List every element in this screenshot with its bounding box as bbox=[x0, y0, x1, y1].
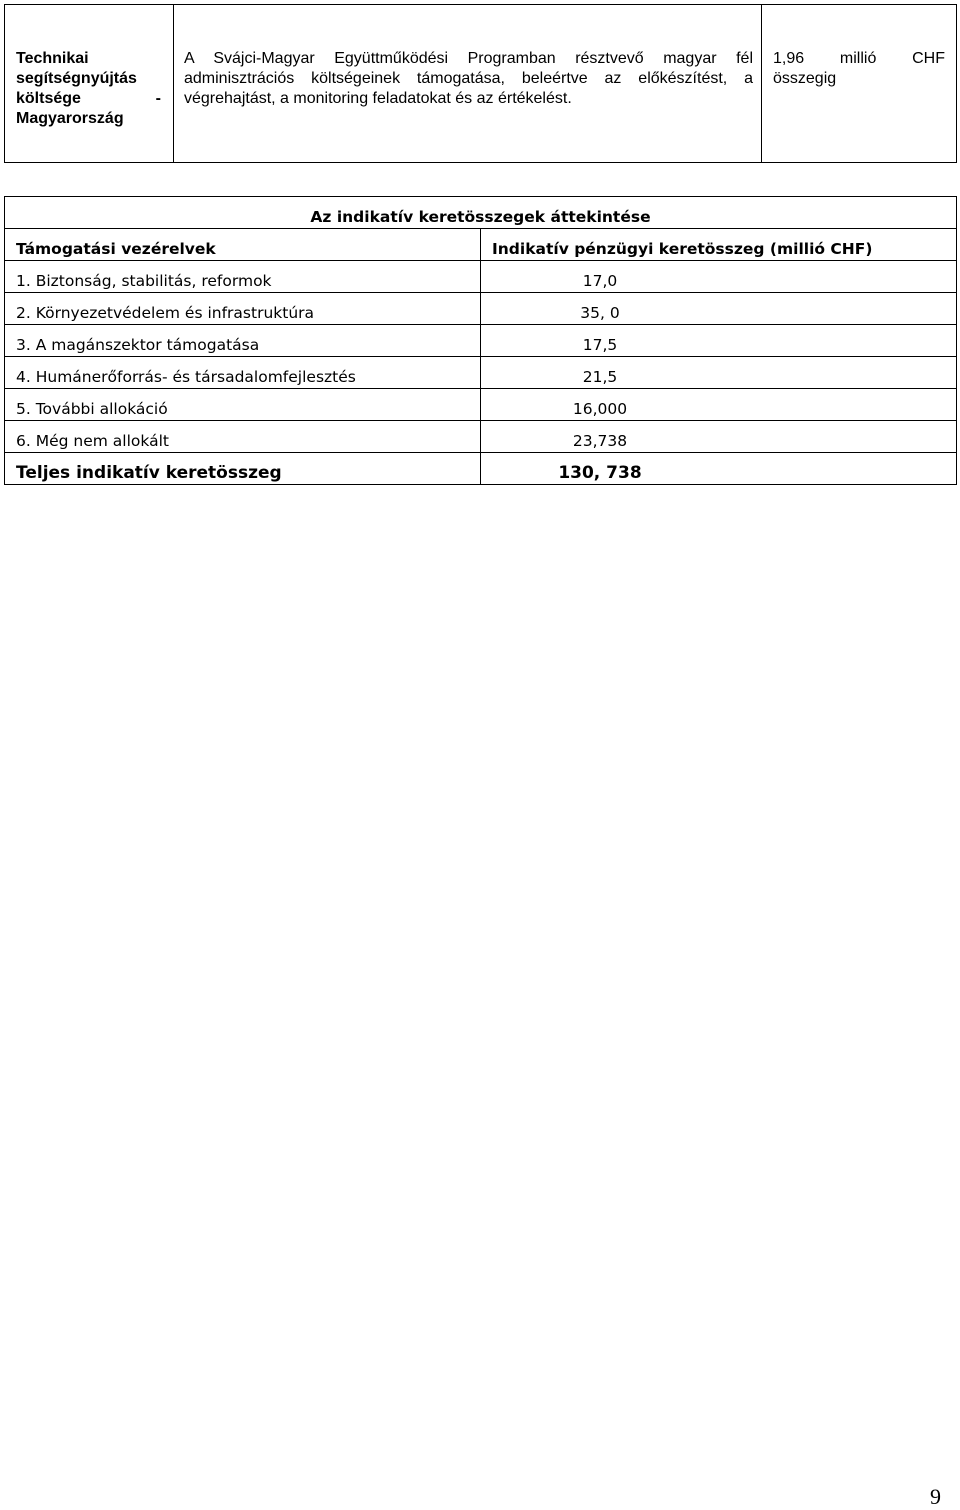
technical-assistance-row bbox=[5, 5, 957, 163]
row-label: 3. A magánszektor támogatása bbox=[5, 325, 481, 357]
column-header-principles: Támogatási vezérelvek bbox=[5, 229, 481, 261]
table-row bbox=[5, 261, 957, 293]
row-value: 23,738 bbox=[481, 421, 957, 453]
description-text: A Svájci-Magyar Együttműködési Programban résztvevő magyar fél adminisztrációs költségeinek támogatása, beleértve az előkészítést, a végrehajtást, a monitoring feladatokat és az értékelést. bbox=[184, 50, 753, 107]
row-label: 4. Humánerőforrás- és társadalomfejlesztés bbox=[5, 357, 481, 389]
row-label: 6. Még nem allokált bbox=[5, 421, 481, 453]
total-row bbox=[5, 453, 957, 485]
label-line: Technikai bbox=[16, 50, 89, 67]
row-value: 17,0 bbox=[481, 261, 957, 293]
page-number: 9 bbox=[930, 1484, 941, 1509]
total-value: 130, 738 bbox=[481, 453, 957, 485]
label-line: segítségnyújtás bbox=[16, 70, 137, 87]
column-header-amount: Indikatív pénzügyi keretösszeg (millió CHF) bbox=[481, 229, 957, 261]
description-cell bbox=[174, 5, 762, 163]
table-row bbox=[5, 357, 957, 389]
row-value: 17,5 bbox=[481, 325, 957, 357]
amount-unit: millió bbox=[839, 50, 877, 67]
summary-table bbox=[4, 196, 957, 485]
amount-suffix: összegig bbox=[773, 70, 837, 87]
label-line bbox=[16, 89, 161, 109]
label-word: költsége bbox=[16, 90, 81, 107]
summary-title: Az indikatív keretösszegek áttekintése bbox=[5, 197, 957, 229]
table-row bbox=[5, 293, 957, 325]
row-label: 2. Környezetvédelem és infrastruktúra bbox=[5, 293, 481, 325]
amount-currency: CHF bbox=[912, 50, 945, 67]
table-row bbox=[5, 389, 957, 421]
row-value: 21,5 bbox=[481, 357, 957, 389]
summary-header-row bbox=[5, 229, 957, 261]
label-cell bbox=[5, 5, 174, 163]
label-word: - bbox=[155, 90, 161, 107]
label-line bbox=[16, 89, 161, 109]
table-row bbox=[5, 325, 957, 357]
technical-assistance-table bbox=[4, 4, 957, 163]
row-value: 16,000 bbox=[481, 389, 957, 421]
row-label: 1. Biztonság, stabilitás, reformok bbox=[5, 261, 481, 293]
amount-value: 1,96 bbox=[773, 50, 805, 67]
label-line: Magyarország bbox=[16, 110, 124, 127]
summary-title-row bbox=[5, 197, 957, 229]
row-value: 35, 0 bbox=[481, 293, 957, 325]
row-label: 5. További allokáció bbox=[5, 389, 481, 421]
amount-cell bbox=[762, 5, 957, 163]
total-label: Teljes indikatív keretösszeg bbox=[5, 453, 481, 485]
amount-line bbox=[773, 49, 945, 69]
table-row bbox=[5, 421, 957, 453]
